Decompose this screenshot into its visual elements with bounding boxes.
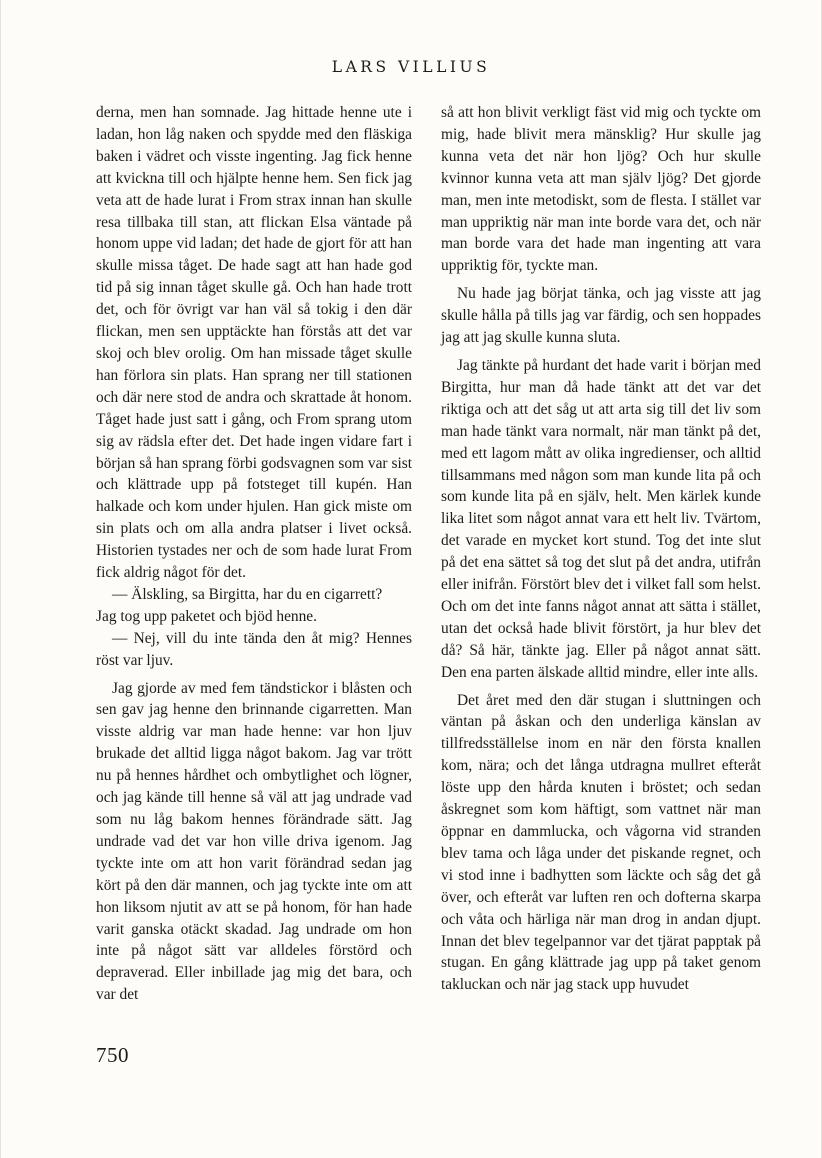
paragraph: Jag gjorde av med fem tändstickor i blåsten och sen gav jag henne den brinnande cigarretten. Man visste aldrig var man hade henne: var hon ljuv brukade det alltid ligga något bakom. Jag var trött nu på hennes hårdhet och ombytlighet och lögner, och jag kände till henne så väl att jag undrade vad som nu låg bakom hennes förändrade sätt. Jag undrade vad det var hon ville driva igenom. Jag tyckte inte om att hon varit förändrad sedan jag kört på den där mannen, och jag tyckte inte om att hon liksom njutit av att se på honom, för han hade varit ganska otäckt skadad. Jag undrade om hon inte på något sätt var alldeles förstörd och depraverad. Eller inbillade jag mig det bara, och var det [96, 679, 412, 1004]
paragraph: Det året med den där stugan i sluttningen och väntan på åskan och den underliga känslan av tillfredsställelse inom en när den första knallen kom, nära; och det långa utdragna mullret efteråt löste upp den hårda knuten i bröstet; och sedan åskregnet som kom häftigt, som vattnet när man öppnar en dammlucka, och vågorna vid stranden blev tama och låga under det piskande regnet, och vi stod inne i badhytten som läckte och såg det gå över, och efteråt var luften ren och dofterna skarpa och våta och härliga när man drog in andan djupt. Innan det blev tegelpannor var det tjärat papptak på stugan. En gång klättrade jag upp på taket genom takluckan och när jag stack upp huvudet [441, 691, 761, 994]
page-number: 750 [96, 1043, 129, 1067]
dialogue-line: — Älskling, sa Birgitta, har du en cigarrett? [112, 585, 383, 603]
paragraph: Nu hade jag börjat tänka, och jag visste att jag skulle hålla på tills jag var färdig, och sen hoppades jag att jag skulle kunna sluta. [441, 285, 761, 347]
page-edge-left [0, 0, 1, 1158]
paragraph: Jag tänkte på hurdant det hade varit i början med Birgitta, hur man då hade tänkt att det var det riktiga och att det såg ut att arta sig till det liv som man hade tänkt vara normalt, när man tänkt på det, med ett lagom mått av olika ingredienser, och alltid tillsammans med någon som man kunde lita på och som kunde lita på en själv, helt. Men kärlek kunde lika litet som något annat vara ett helt liv. Tvärtom, det varade en mycket kort stund. Tog det inte slut på det ena sättet så tog det slut på det andra, utifrån eller inifrån. Förstört blev det i vilket fall som helst. Och om det inte fanns något annat att sätta i stället, utan det också hade blivit förstört, ja hur blev det då? Så här, tänkte jag. Eller på något annat sätt. Den ena parten älskade alltid mindre, eller inte alls. [441, 356, 761, 681]
left-column [96, 102, 412, 1006]
right-column [441, 102, 761, 996]
paragraph: så att hon blivit verkligt fäst vid mig och tyckte om mig, hade blivit mera mänsklig? Hur skulle jag kunna veta det när hon ljög? Och hur skulle kvinnor kunna veta att man själv ljög? Det gjorde man, men inte metodiskt, som de flesta. I stället var man uppriktig när man inte borde vara det, och när man borde vara det hade man ingenting att vara uppriktig för, tyckte man. [441, 104, 761, 275]
paragraph: Jag tog upp paketet och bjöd henne. [96, 607, 317, 625]
running-header: LARS VILLIUS [331, 58, 491, 76]
dialogue-line: — Nej, vill du inte tända den åt mig? Hennes röst var ljuv. [96, 629, 412, 669]
paragraph: derna, men han somnade. Jag hittade henne ute i ladan, hon låg naken och spydde med den fläskiga baken i vädret och visste ingenting. Jag fick henne att kvickna till och hjälpte henne hem. Sen fick jag veta att de hade lurat i From strax innan han skulle resa tillbaka till stan, att flickan Elsa väntade på honom uppe vid ladan; det hade de gjort för att han skulle missa tåget. De hade sagt att han hade god tid på sig innan tåget skulle gå. Och han hade trott det, och för övrigt var han väl så tokig i den där flickan, men sen upptäckte han förstås att det var skoj och blev orolig. Om han missade tåget skulle han förlora sin plats. Han sprang ner till stationen och där nere stod de andra och skrattade åt honom. Tåget hade just satt i gång, och From sprang utom sig av rädsla efter det. Det hade ingen vidare fart i början så han sprang förbi godsvagnen som var sist och klättrade upp på fotsteget till kupén. Han halkade och kom under hjulen. Han gick miste om sin plats och om alla andra platser i livet också. Historien tystades ner och de som hade lurat From fick aldrig något för det. [96, 104, 412, 582]
